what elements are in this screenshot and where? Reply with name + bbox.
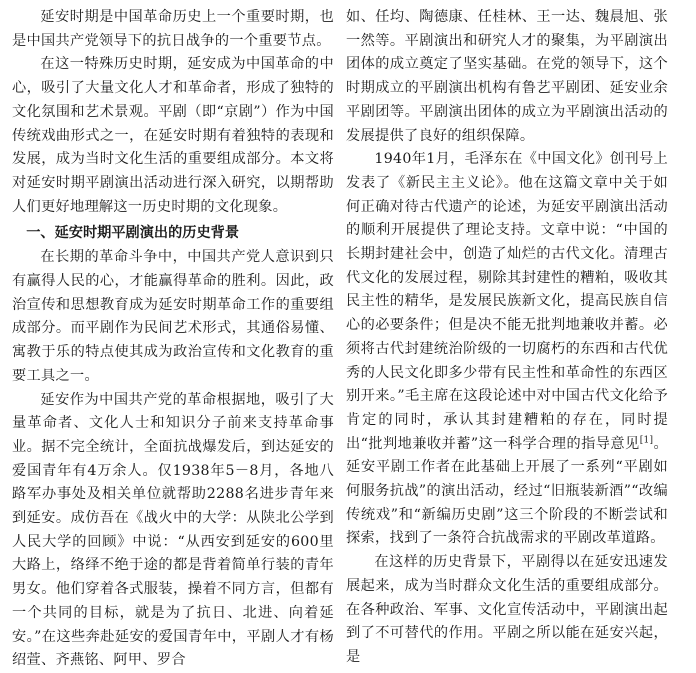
intro-paragraph-2: 在这一特殊历史时期，延安成为中国革命的中心，吸引了大量文化人才和革命者，形成了独特的文化氛围和艺术景观。平剧（即“京剧”）作为中国传统戏曲形式之一，在延安时期有着独特的表现和发展，成为当时文化生活的重要组成部分。本文将对延安时期平剧演出活动进行深入研究，以期帮助人们更好地理解这一历史时期的文化现象。: [12, 56, 334, 215]
right-column: [346, 6, 668, 670]
closing-paragraph: 在这样的历史背景下，平剧得以在延安迅速发展起来，成为当时群众文化生活的重要组成部分。在各种政治、军事、文化宣传活动中，平剧演出起到了不可替代的作用。平剧之所以能在延安兴起，是: [346, 554, 668, 665]
paragraph-1940-text-a: 1940年1月，毛泽东在《中国文化》创刊号上发表了《新民主主义论》。他在这篇文章中关于如何正确对待古代遗产的论述，为延安平剧演出活动的顺利开展提供了理论支持。文章中说：“中国的长期封建社会中，创造了灿烂的古代文化。清理古代文化的发展过程，剔除其封建性的糟粕，吸收其民主性的精华，是发展民族新文化，提高民族自信心的必要条件；但是决不能无批判地兼收并蓄。必须将古代封建统治阶级的一切腐朽的东西和古代优秀的人民文化即多少带有民主性和革命性的东西区别开来。”毛主席在这段论述中对中国古代文化给予肯定的同时，承认其封建糟粕的存在，同时提出“批判地兼收并蓄”这一科学合理的指导意见: [346, 151, 668, 452]
paragraph-1940: [346, 148, 668, 551]
left-column: [12, 6, 334, 673]
citation-marker: [1]: [639, 434, 654, 445]
background-paragraph-1: 在长期的革命斗争中，中国共产党人意识到只有赢得人民的心，才能赢得革命的胜利。因此，政治宣传和思想教育成为延安时期革命工作的重要组成部分。而平剧作为民间艺术形式，其通俗易懂、寓教于乐的特点使其成为政治宣传和文化教育的重要工具之一。: [12, 249, 334, 384]
section-heading: 一、延安时期平剧演出的历史背景: [26, 225, 240, 242]
paragraph-1940-text-b: 。延安平剧工作者在此基础上开展了一系列“平剧如何服务抗战”的演出活动，经过“旧瓶装新酒”“改编传统戏”和“新编历史剧”这三个阶段的不断尝试和探索，找到了一条符合抗战需求的平剧改革道路。: [346, 435, 668, 547]
intro-paragraph-1: 延安时期是中国革命历史上一个重要时期，也是中国共产党领导下的抗日战争的一个重要节点。: [12, 9, 334, 49]
continued-paragraph: 如、任均、陶德康、任桂林、王一达、魏晨旭、张一然等。平剧演出和研究人才的聚集，为平剧演出团体的成立奠定了坚实基础。在党的领导下，这个时期成立的平剧演出机构有鲁艺平剧团、延安业余平剧团等。平剧演出团体的成立为平剧演出活动的发展提供了良好的组织保障。: [346, 9, 668, 144]
background-paragraph-2: 延安作为中国共产党的革命根据地，吸引了大量革命者、文化人士和知识分子前来支持革命事业。据不完全统计，全面抗战爆发后，到达延安的爱国青年有4万余人。仅1938年5－8月，各地八路军办事处及相关单位就帮助2288名进步青年来到延安。成仿吾在《战火中的大学：从陕北公学到人民大学的回顾》中说：“从西安到延安的600里大路上，络绎不绝于途的都是背着简单行装的青年男女。他们穿着各式服装，操着不同方言，但都有一个共同的目标，就是为了抗日、北进、向着延安。”在这些奔赴延安的爱国青年中，平剧人才有杨绍萱、齐燕铭、阿甲、罗合: [12, 391, 334, 669]
